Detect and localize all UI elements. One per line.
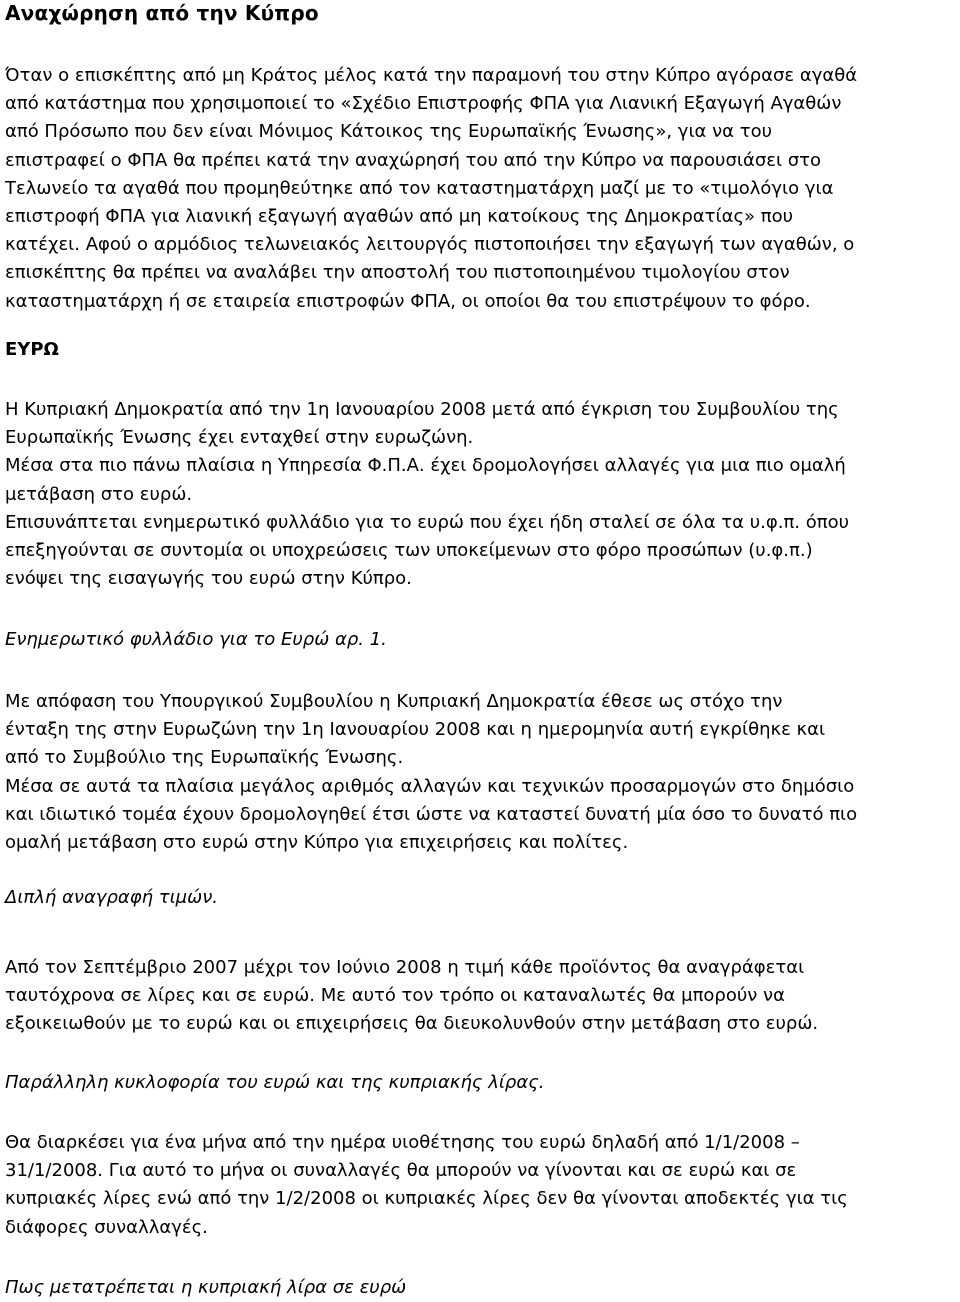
text-line: καταστηματάρχη ή σε εταιρεία επιστροφών ΦΠΑ, οι οποίοι θα του επιστρέψουν το φόρο. — [5, 290, 811, 312]
text-line: ένταξη της στην Ευρωζώνη την 1η Ιανουαρίου 2008 και η ημερομηνία αυτή εγκρίθηκε και — [5, 719, 826, 741]
text-line: Μέσα στα πιο πάνω πλαίσια η Υπηρεσία Φ.Π.Α. έχει δρομολογήσει αλλαγές για μια πιο ομαλή — [5, 455, 846, 477]
text-line: Επισυνάπτεται ενημερωτικό φυλλάδιο για το ευρώ που έχει ήδη σταλεί σε όλα τα υ.φ.π. όπου — [5, 511, 850, 533]
subheading-leaflet: Ενημερωτικό φυλλάδιο για το Ευρώ αρ. 1. — [5, 629, 387, 650]
subheading-conversion: Πως μετατρέπεται η κυπριακή λίρα σε ευρώ — [5, 1277, 407, 1298]
leaflet-paragraph — [5, 688, 957, 857]
text-line: ενόψει της εισαγωγής του ευρώ στην Κύπρο. — [5, 568, 412, 590]
euro-adoption-paragraph — [5, 396, 957, 593]
text-line: διάφορες συναλλαγές. — [5, 1216, 208, 1238]
text-line: ταυτόχρονα σε λίρες και σε ευρώ. Με αυτό τον τρόπο οι καταναλωτές θα μπορούν να — [5, 985, 785, 1007]
text-line: κατέχει. Αφού ο αρμόδιος τελωνειακός λειτουργός πιστοποιήσει την εξαγωγή των αγαθών, ο — [5, 234, 855, 256]
text-line: ομαλή μετάβαση στο ευρώ στην Κύπρο για επιχειρήσεις και πολίτες. — [5, 832, 629, 854]
text-line: Θα διαρκέσει για ένα μήνα από την ημέρα υιοθέτησης του ευρώ δηλαδή από 1/1/2008 – — [5, 1132, 800, 1153]
page-title: Αναχώρηση από την Κύπρο — [5, 1, 319, 25]
text-line: Τελωνείο τα αγαθά που προμηθεύτηκε από τον καταστηματάρχη μαζί με το «τιμολόγιο για — [5, 177, 834, 199]
departure-paragraph — [5, 62, 957, 316]
text-line: και ιδιωτικό τομέα έχουν δρομολογηθεί έτσι ώστε να καταστεί δυνατή μία όσο το δυνατό πιο — [5, 803, 858, 825]
dual-circulation-paragraph — [5, 1129, 957, 1242]
text-line: Ευρωπαϊκής Ένωσης έχει ενταχθεί στην ευρωζώνη. — [5, 427, 474, 449]
text-line: κυπριακές λίρες ενώ από την 1/2/2008 οι κυπριακές λίρες δεν θα γίνονται αποδεκτές για τις — [5, 1188, 848, 1210]
text-line: μετάβαση στο ευρώ. — [5, 483, 193, 505]
text-line: Από τον Σεπτέμβριο 2007 μέχρι τον Ιούνιο 2008 η τιμή κάθε προϊόντος θα αναγράφεται — [5, 957, 805, 978]
text-line: εξοικειωθούν με το ευρώ και οι επιχειρήσεις θα διευκολυνθούν στην μετάβαση στο ευρώ. — [5, 1013, 819, 1035]
text-line: επισκέπτης θα πρέπει να αναλάβει την αποστολή του πιστοποιημένου τιμολογίου στον — [5, 262, 790, 284]
dual-pricing-paragraph — [5, 954, 957, 1039]
subheading-dual-circulation: Παράλληλη κυκλοφορία του ευρώ και της κυπριακής λίρας. — [5, 1072, 545, 1093]
text-line: Η Κυπριακή Δημοκρατία από την 1η Ιανουαρίου 2008 μετά από έγκριση του Συμβουλίου της — [5, 399, 839, 420]
text-line: από το Συμβούλιο της Ευρωπαϊκής Ένωσης. — [5, 747, 404, 769]
text-line: από Πρόσωπο που δεν είναι Μόνιμος Κάτοικος της Ευρωπαϊκής Ένωσης», για να του — [5, 121, 773, 143]
text-line: επιστροφή ΦΠΑ για λιανική εξαγωγή αγαθών από μη κατοίκους της Δημοκρατίας» που — [5, 206, 794, 228]
text-line: 31/1/2008. Για αυτό το μήνα οι συναλλαγές θα μπορούν να γίνονται και σε ευρώ και σε — [5, 1160, 797, 1182]
section-heading-euro: ΕΥΡΩ — [5, 339, 59, 360]
text-line: Μέσα σε αυτά τα πλαίσια μεγάλος αριθμός αλλαγών και τεχνικών προσαρμογών στο δημόσιο — [5, 775, 855, 797]
text-line: επεξηγούνται σε συντομία οι υποχρεώσεις των υποκείμενων στο φόρο προσώπων (υ.φ.π.) — [5, 540, 813, 562]
text-line: επιστραφεί ο ΦΠΑ θα πρέπει κατά την αναχώρησή του από την Κύπρο να παρουσιάσει στο — [5, 149, 822, 171]
text-line: Όταν ο επισκέπτης από μη Κράτος μέλος κατά την παραμονή του στην Κύπρο αγόρασε αγαθά — [5, 65, 858, 86]
text-line: Με απόφαση του Υπουργικού Συμβουλίου η Κυπριακή Δημοκρατία έθεσε ως στόχο την — [5, 691, 783, 712]
text-line: από κατάστημα που χρησιμοποιεί το «Σχέδιο Επιστροφής ΦΠΑ για Λιανική Εξαγωγή Αγαθών — [5, 93, 842, 115]
subheading-dual-pricing: Διπλή αναγραφή τιμών. — [5, 887, 218, 908]
